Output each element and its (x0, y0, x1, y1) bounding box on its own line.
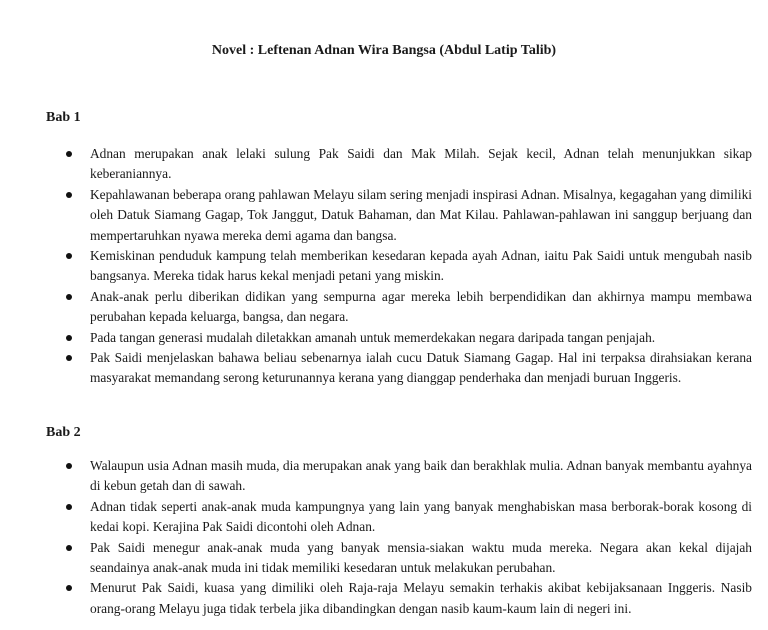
list-item (64, 538, 752, 579)
list-item (64, 456, 752, 497)
list-item-text: Pada tangan generasi mudalah diletakkan amanah untuk memerdekakan negara daripada tangan penjajah. (90, 329, 656, 345)
bullet-icon (66, 151, 72, 157)
list-item-text: Menurut Pak Saidi, kuasa yang dimiliki oleh Raja-raja Melayu semakin terhakis akibat kebijaksanaan Inggeris. Nasib orang-orang Melayu juga tidak terbela jika dibandingkan dengan nasib kaum-kaum lain di negeri ini. (90, 580, 752, 616)
bullet-icon (66, 335, 72, 341)
list-item-text: Adnan tidak seperti anak-anak muda kampungnya yang lain yang banyak menghabiskan masa berborak-borak kosong di kedai kopi. Kerajina Pak Saidi dicontohi oleh Adnan. (90, 498, 752, 535)
list-item-text: Walaupun usia Adnan masih muda, dia merupakan anak yang baik dan berakhlak mulia. Adnan banyak membantu ayahnya di kebun getah dan di sawah. (90, 458, 752, 494)
list-item (64, 185, 752, 246)
list-item-text: Anak-anak perlu diberikan didikan yang sempurna agar mereka lebih berpendidikan dan akhirnya mampu membawa perubahan kepada keluarga, bangsa, dan negara. (90, 288, 752, 325)
bullet-icon (66, 192, 72, 198)
bullet-icon (66, 463, 72, 469)
list-item-text: Kepahlawanan beberapa orang pahlawan Melayu silam sering menjadi inspirasi Adnan. Misalnya, kegagahan yang dimiliki oleh Datuk Siamang Gagap, Tok Janggut, Datuk Bahaman, dan Mat Kilau. Pahlawan-pahlawan ini sanggup berjuang dan mempertaruhkan nyawa mereka demi agama dan bangsa. (90, 186, 752, 243)
list-item (64, 328, 752, 348)
list-item-text: Kemiskinan penduduk kampung telah memberikan kesedaran kepada ayah Adnan, iaitu Pak Saidi untuk mengubah nasib bangsanya. Mereka tidak harus kekal menjadi petani yang miskin. (90, 248, 752, 284)
list-item-text: Pak Saidi menegur anak-anak muda yang banyak mensia-siakan waktu muda mereka. Negara akan kekal dijajah seandainya anak-anak muda ini tidak memiliki kesedaran untuk melakukan perubahan. (90, 539, 752, 576)
chapter-heading: Bab 1 (46, 110, 81, 125)
list-item (64, 287, 752, 328)
bullet-icon (66, 253, 72, 259)
list-item (64, 348, 752, 389)
document-title: Novel : Leftenan Adnan Wira Bangsa (Abdul Latip Talib) (211, 43, 557, 58)
bullet-icon (66, 585, 72, 591)
bullet-icon (66, 545, 72, 551)
bullet-icon (66, 355, 72, 361)
list-item (64, 144, 752, 185)
list-item (64, 578, 752, 619)
chapter-heading: Bab 2 (46, 425, 81, 440)
bullet-list (64, 144, 752, 389)
list-item (64, 497, 752, 538)
list-item-text: Adnan merupakan anak lelaki sulung Pak Saidi dan Mak Milah. Sejak kecil, Adnan telah menunjukkan sikap keberaniannya. (90, 146, 752, 182)
bullet-icon (66, 504, 72, 510)
list-item-text: Pak Saidi menjelaskan bahawa beliau sebenarnya ialah cucu Datuk Siamang Gagap. Hal ini terpaksa dirahsiakan kerana masyarakat memandang serong keturunannya kerana yang dianggap penderhaka dan menjadi buruan Inggeris. (90, 350, 752, 386)
bullet-list (64, 456, 752, 619)
list-item (64, 246, 752, 287)
bullet-icon (66, 294, 72, 300)
